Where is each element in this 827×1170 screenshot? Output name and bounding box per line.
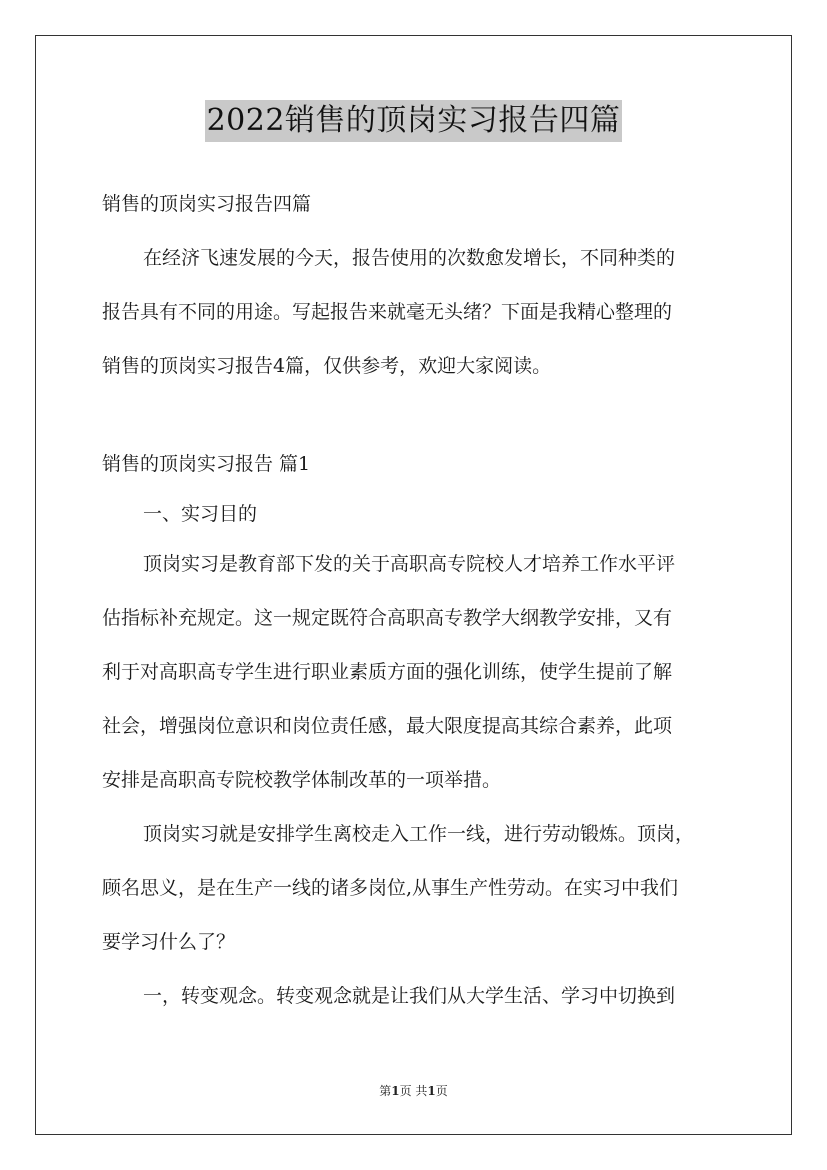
para1-line-2: 估指标补充规定。这一规定既符合高职高专教学大纲教学安排，又有 xyxy=(102,607,673,629)
title-container xyxy=(0,100,827,142)
document-body xyxy=(102,177,728,1023)
footer-mid: 页 共 xyxy=(399,1084,428,1098)
para2-line-2: 顾名思义，是在生产一线的诸多岗位,从事生产性劳动。在实习中我们 xyxy=(102,877,679,899)
page-footer xyxy=(0,1083,827,1099)
subtitle: 销售的顶岗实习报告四篇 xyxy=(102,193,312,215)
intro-line-2: 报告具有不同的用途。写起报告来就毫无头绪？下面是我精心整理的 xyxy=(102,301,673,323)
para1-line-4: 社会，增强岗位意识和岗位责任感，最大限度提高其综合素养，此项 xyxy=(102,715,673,737)
intro-line-3: 销售的顶岗实习报告4篇，仅供参考，欢迎大家阅读。 xyxy=(102,355,552,377)
footer-suffix: 页 xyxy=(435,1084,448,1098)
subheading: 一、实习目的 xyxy=(143,503,258,525)
para3-line-1: 一，转变观念。转变观念就是让我们从大学生活、学习中切换到 xyxy=(143,985,676,1007)
para1-line-5: 安排是高职高专院校教学体制改革的一项举措。 xyxy=(102,769,502,791)
section-heading: 销售的顶岗实习报告 篇1 xyxy=(102,453,311,475)
footer-current-page: 1 xyxy=(391,1084,400,1098)
footer-prefix: 第 xyxy=(379,1084,392,1098)
para2-line-1: 顶岗实习就是安排学生离校走入工作一线，进行劳动锻炼。顶岗， xyxy=(143,823,695,845)
para1-line-1: 顶岗实习是教育部下发的关于高职高专院校人才培养工作水平评 xyxy=(143,553,676,575)
para1-line-3: 利于对高职高专学生进行职业素质方面的强化训练，使学生提前了解 xyxy=(102,661,673,683)
intro-line-1: 在经济飞速发展的今天，报告使用的次数愈发增长，不同种类的 xyxy=(143,247,676,269)
document-title: 2022销售的顶岗实习报告四篇 xyxy=(205,100,623,142)
paragraph-gap xyxy=(102,393,728,437)
footer-total-pages: 1 xyxy=(427,1084,436,1098)
para2-line-3: 要学习什么了？ xyxy=(102,931,236,953)
